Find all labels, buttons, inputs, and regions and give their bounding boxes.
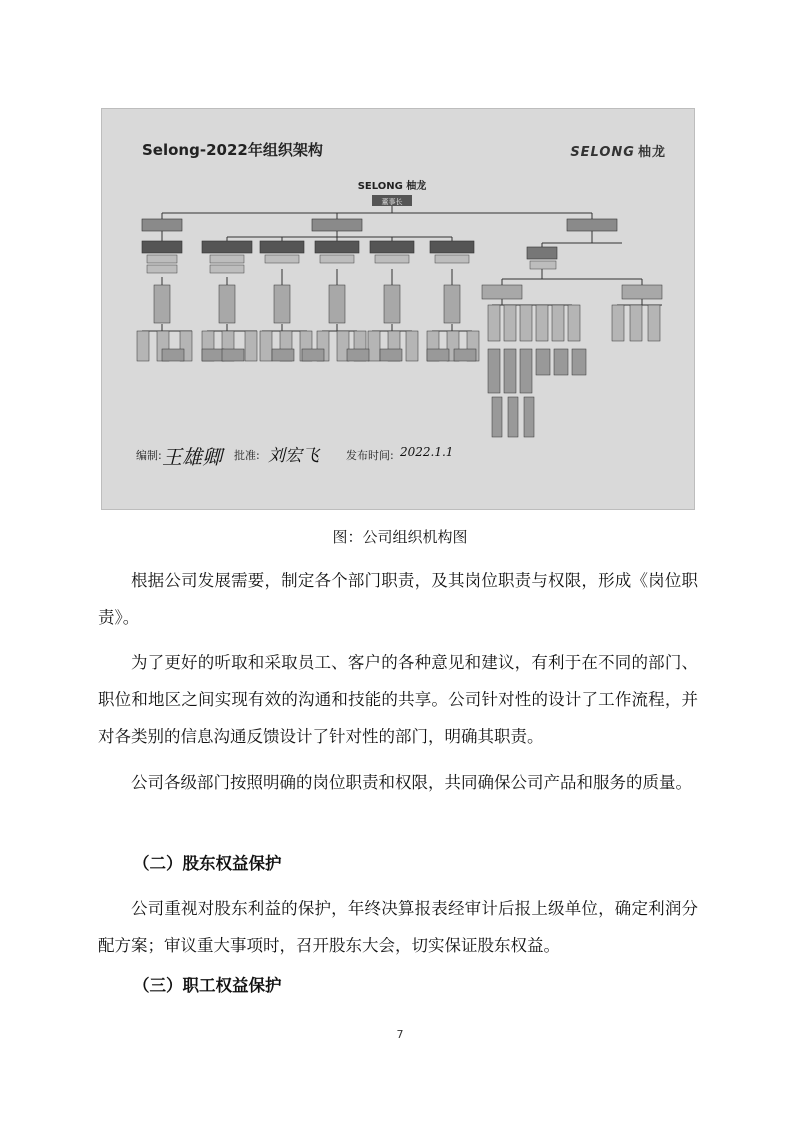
- page-number: 7: [396, 1028, 404, 1041]
- org-node-chairman-label: 董事长: [381, 198, 403, 206]
- org-tier-3: [154, 285, 662, 323]
- section-heading-employee: （三）职工权益保护: [133, 976, 282, 995]
- org-tier-2-sub: [147, 255, 556, 273]
- org-chart-top-logo: SELONG 柚龙: [357, 181, 427, 192]
- selong-logo-latin: SELONG: [570, 145, 635, 160]
- section-heading-shareholder: （二）股东权益保护: [133, 854, 282, 873]
- figure-caption: 图：公司组织机构图: [332, 528, 468, 546]
- paragraph-3: 公司各级部门按照明确的岗位职责和权限，共同确保公司产品和服务的质量。: [131, 773, 692, 792]
- sig-publish-date: 2022.1.1: [400, 445, 454, 459]
- org-chart-title: Selong-2022年组织架构: [142, 141, 323, 159]
- org-tier-2: [142, 219, 617, 259]
- selong-logo-cn: 柚龙: [637, 145, 666, 160]
- org-tier-5: [162, 349, 586, 437]
- sig-compile-label: 编制:: [136, 449, 162, 462]
- signature-approve: 刘宏飞: [268, 446, 319, 466]
- paragraph-2: 为了更好的听取和采取员工、客户的各种意见和建议，有利于在不同的部门、职位和地区之间实现有效的沟通和技能的共享。公司针对性的设计了工作流程，并对各类别的信息沟通反馈设计了针对性的部门，明确其职责。: [98, 653, 698, 746]
- sig-publish-label: 发布时间:: [346, 449, 394, 462]
- paragraph-4: 公司重视对股东利益的保护，年终决算报表经审计后报上级单位，确定利润分配方案；审议重大事项时，召开股东大会，切实保证股东权益。: [98, 899, 698, 955]
- signature-compile: 王雄卿: [162, 445, 222, 469]
- org-chart-figure: [101, 108, 695, 510]
- paragraph-1: 根据公司发展需要，制定各个部门职责，及其岗位职责与权限，形成《岗位职责》。: [98, 571, 698, 627]
- sig-approve-label: 批准:: [234, 449, 260, 462]
